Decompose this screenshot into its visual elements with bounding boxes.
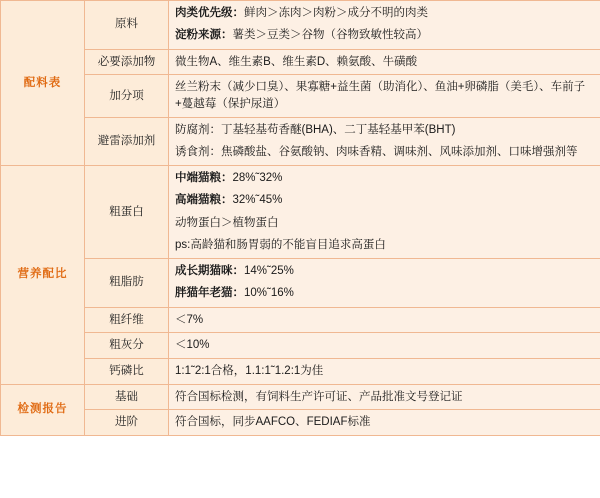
avoid-preservatives-key: 防腐剂：: [175, 123, 221, 136]
table-row: [1, 117, 600, 166]
table-row: [1, 49, 600, 75]
raw-material-meat-line: [175, 5, 594, 22]
raw-material-meat-key: 肉类优先级：: [175, 7, 244, 19]
crude-protein-high-key: 高端猫粮：: [175, 194, 233, 207]
crude-protein-high-value: 32%˜45%: [232, 194, 283, 207]
crude-fat-senior-line: [175, 285, 594, 302]
avoid-preservatives-value: 丁基轻基苟香醚(BHA)、二丁基轻基甲苯(BHT): [221, 123, 456, 136]
table-row: [1, 75, 600, 117]
row-label-crude-fiber: 粗纤维: [85, 307, 169, 333]
crude-protein-mid-line: [175, 170, 594, 187]
section-label-report: 检测报告: [1, 384, 85, 435]
raw-material-starch-value: 薯类＞豆类＞谷物（谷物致敏性较高）: [232, 29, 428, 42]
row-label-crude-ash: 粗灰分: [85, 333, 169, 359]
crude-fat-growth-value: 14%˜25%: [244, 265, 294, 278]
crude-protein-mid-value: 28%˜32%: [232, 172, 283, 185]
cell-calcium-phosphorus: 1:1˜2:1合格，1.1:1˜1.2:1为佳: [169, 358, 600, 384]
table-row: [1, 1, 600, 50]
raw-material-starch-key: 淀粉来源：: [175, 29, 233, 42]
row-label-advanced: 进阶: [85, 410, 169, 436]
row-label-crude-fat: 粗脂肪: [85, 259, 169, 308]
table-row: [1, 384, 600, 410]
crude-fat-growth-line: [175, 263, 594, 280]
cell-advanced: 符合国标，同步AAFCO、FEDIAF标准: [169, 410, 600, 436]
crude-fat-senior-value: 10%˜16%: [244, 287, 294, 300]
avoid-preservatives-line: [175, 122, 594, 139]
table-row: [1, 259, 600, 308]
row-label-avoid-additives: 避雷添加剂: [85, 117, 169, 166]
cell-crude-fiber: ＜7%: [169, 307, 600, 333]
table-row: [1, 166, 600, 259]
avoid-attractants-key: 诱食剂：: [175, 145, 221, 158]
crude-protein-mid-key: 中端猫粮：: [175, 172, 233, 185]
cell-basic: 符合国标检测，有饲料生产许可证、产品批准文号登记证: [169, 384, 600, 410]
section-label-nutrition: 营养配比: [1, 166, 85, 385]
row-label-crude-protein: 粗蛋白: [85, 166, 169, 259]
cell-avoid-additives: [169, 117, 600, 166]
row-label-necessary-additives: 必要添加物: [85, 49, 169, 75]
cell-crude-protein: [169, 166, 600, 259]
cell-crude-ash: ＜10%: [169, 333, 600, 359]
row-label-basic: 基础: [85, 384, 169, 410]
cell-crude-fat: [169, 259, 600, 308]
crude-protein-source-line: 动物蛋白＞植物蛋白: [175, 216, 279, 229]
table-row: [1, 333, 600, 359]
table-row: [1, 358, 600, 384]
crude-protein-high-line: [175, 192, 594, 209]
crude-fat-growth-key: 成长期猫咪：: [175, 265, 244, 278]
section-label-ingredients: 配料表: [1, 1, 85, 166]
row-label-raw-material: 原料: [85, 1, 169, 50]
table-row: [1, 307, 600, 333]
row-label-bonus-items: 加分项: [85, 75, 169, 117]
cell-raw-material: [169, 1, 600, 50]
cell-bonus-items: 丝兰粉末（减少口臭）、果寡糖+益生菌（助消化）、鱼油+卵磷脂（美毛）、车前子+蔓越莓（保护尿道）: [169, 75, 600, 117]
raw-material-meat-value: 鲜肉＞冻肉＞肉粉＞成分不明的肉类: [244, 7, 428, 19]
row-label-calcium-phosphorus: 钙磷比: [85, 358, 169, 384]
table-row: [1, 410, 600, 436]
avoid-attractants-value: 焦磷酸盐、谷氨酸钠、肉味香精、调味剂、风味添加剂、口味增强剂等: [221, 145, 578, 158]
crude-fat-senior-key: 胖猫年老猫：: [175, 287, 244, 300]
raw-material-starch-line: [175, 27, 594, 44]
crude-protein-note-line: ps:高龄猫和肠胃弱的不能盲目追求高蛋白: [175, 238, 386, 251]
cell-necessary-additives: 微生物A、维生素B、维生素D、赖氨酸、牛磺酸: [169, 49, 600, 75]
avoid-attractants-line: [175, 144, 594, 161]
